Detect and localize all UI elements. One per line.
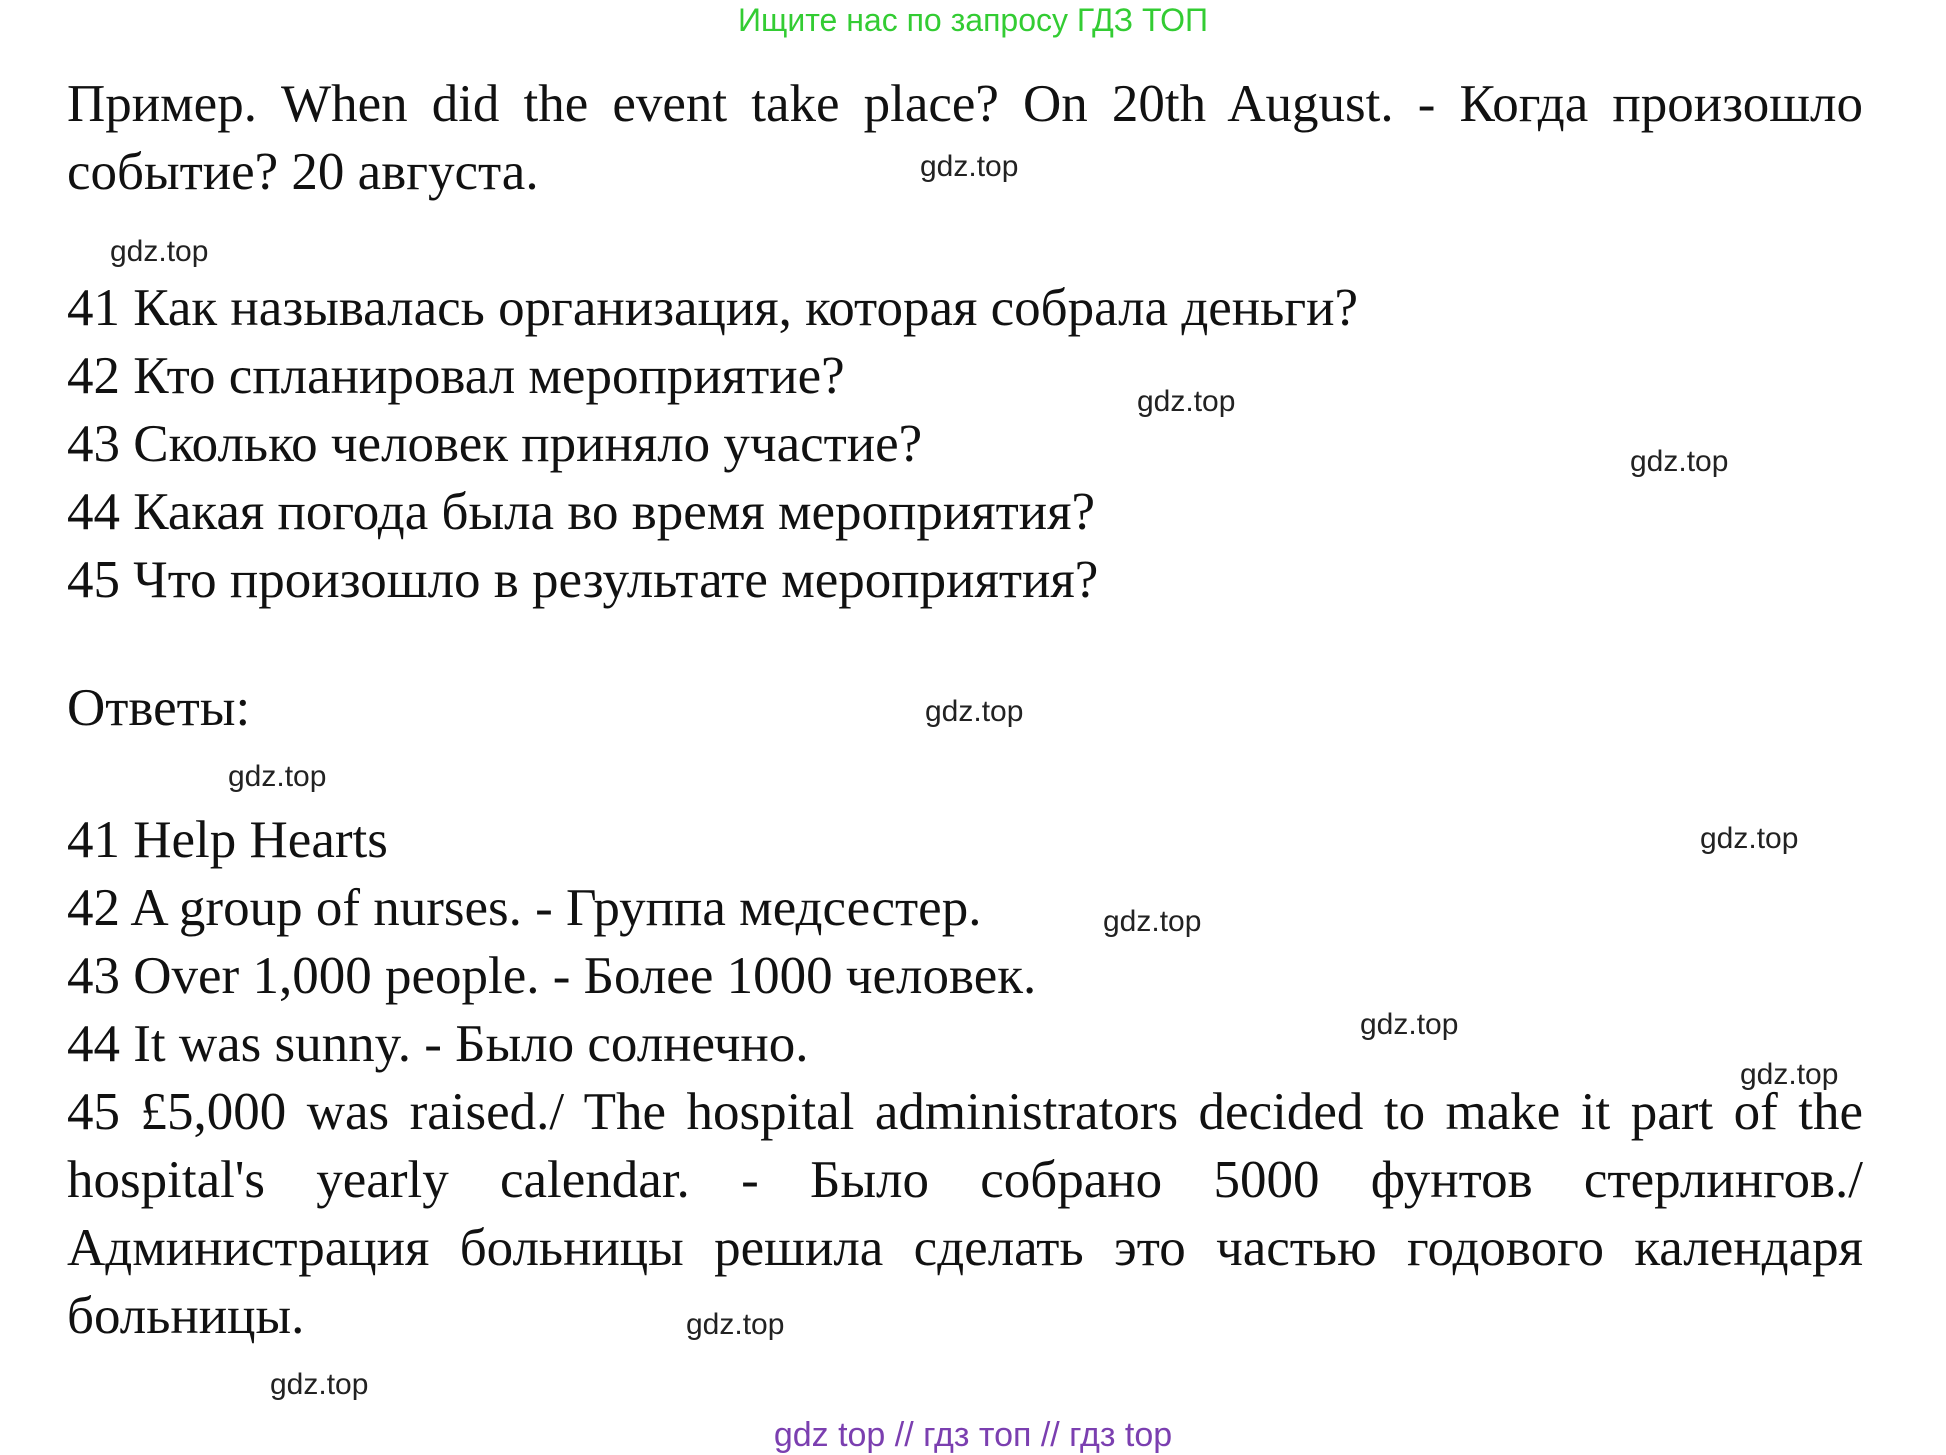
question-43: 43 Сколько человек приняло участие? (67, 415, 923, 473)
footer-link[interactable]: gdz top // гдз топ // гдз top (773, 1416, 1173, 1454)
question-42: 42 Кто спланировал мероприятие? (67, 347, 845, 405)
spacer (67, 614, 1863, 674)
answer-41: 41 Help Hearts (67, 811, 388, 869)
answer-44: 44 It was sunny. - Было солнечно. (67, 1015, 809, 1073)
question-45: 45 Что произошло в результате мероприятия? (67, 551, 1099, 609)
watermark: gdz.top (925, 695, 1024, 728)
answers-heading: Ответы: (67, 679, 251, 737)
spacer (67, 742, 1863, 806)
watermark: gdz.top (920, 150, 1019, 183)
watermark: gdz.top (1700, 822, 1799, 855)
example-paragraph: Пример. When did the event take place? On 20th August. - Когда произошло событие? 20 августа. (67, 75, 1863, 201)
question-41: 41 Как называлась организация, которая собрала деньги? (67, 279, 1358, 337)
question-44: 44 Какая погода была во время мероприятия? (67, 483, 1096, 541)
answer-42: 42 A group of nurses. - Группа медсестер. (67, 879, 982, 937)
search-banner: Ищите нас по запросу ГДЗ ТОП (738, 2, 1208, 38)
watermark: gdz.top (1740, 1058, 1839, 1091)
watermark: gdz.top (1630, 445, 1729, 478)
watermark: gdz.top (686, 1308, 785, 1341)
spacer (67, 206, 1863, 274)
watermark: gdz.top (1137, 385, 1236, 418)
watermark: gdz.top (1103, 905, 1202, 938)
answer-45: 45 £5,000 was raised./ The hospital administrators decided to make it part of the hospital's yearly calendar. - Было собрано 5000 фунтов стерлингов./ Администрация больницы решила сделать это частью годового календаря больницы. (67, 1083, 1863, 1345)
watermark: gdz.top (228, 760, 327, 793)
answer-43: 43 Over 1,000 people. - Более 1000 человек. (67, 947, 1037, 1005)
watermark: gdz.top (1360, 1008, 1459, 1041)
watermark: gdz.top (270, 1368, 369, 1401)
watermark: gdz.top (110, 235, 209, 268)
